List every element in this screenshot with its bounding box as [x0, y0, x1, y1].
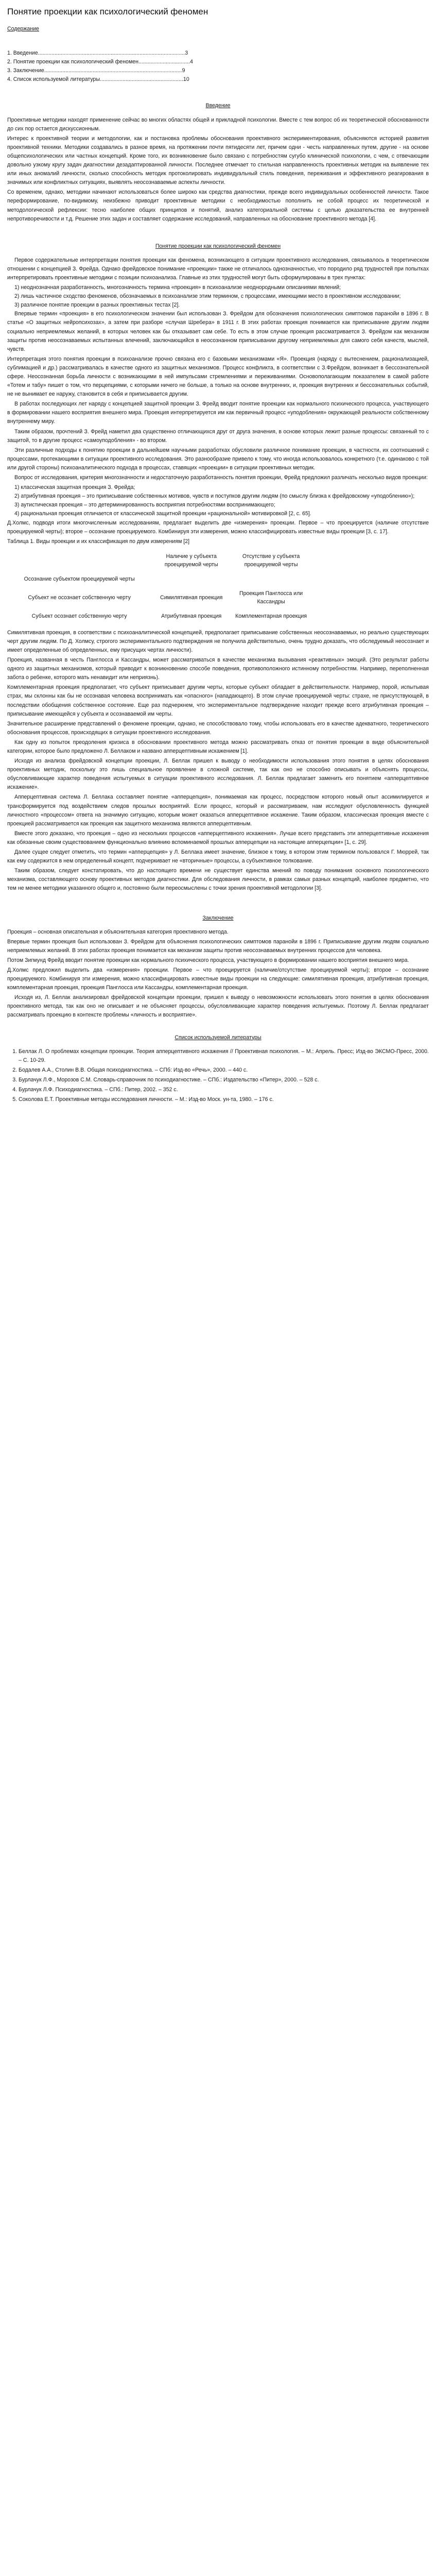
intro-paragraph: Интерес к проективной теории и методологии, как и постановка проблемы обоснования проективного экспериментирования, объясняются историей развития проективной техники. Методики создавались в разное время, на протяжении почти пятидесяти лет, причем одни - честь направленных путем, другие - на основе общепсихологических или частных концепций. Кроме того, их возникновение было связано с потребностям сугубо клинической психологии, с чем, с отвечающим довольно узкому кругу задач диагностики дезадаптированной личности. Последнее отмечает то стильная направленность проективных методик на выявление тех или иных аномалий личности, сколько способность методик протоколировать индивидуальный стиль поведения, переживания и эффективного реагирования в значимых или конфликтных ситуациях, выявлять неосознаваемые аспекты личности. [7, 135, 429, 186]
table-cell: Комплементарная проекция [235, 613, 307, 619]
table-row-header: Субъект не осознает собственную черту [28, 594, 131, 601]
document-title: Понятие проекции как психологический феномен [7, 7, 208, 16]
table-cell: Проекция Панглосса или Кассандры [239, 590, 303, 605]
main-heading: Понятие проекции как психологический феномен [155, 243, 281, 249]
table-cell: Атрибутивная проекция [161, 613, 222, 619]
main-paragraph: Интерпретация этого понятия проекции в психоанализе прочно связана его с базовыми механизмами «Я». Проекция (наряду с вытеснением, рационализацией, сублимацией и др.) рассматривалась в качестве одного из защитных механизмов. Процесс конфликта, в соответствии с З.Фрейдом, возникает в бессознательной сфере. Неосознанная борьба личности с возникающими в ней импульсами стремлениями и переживаниями. Основополагающим показателем в самой работе «Тотем и табу» пишет о том, что перцепциями, с которыми ничего не больше, а только на основе внутренних, и, проекция внутренних и бессознательных событий, не не вынимает ее наружу, становится в себя и приписывается другим. [7, 355, 429, 398]
table-cell: Симилятивная проекция [160, 594, 223, 601]
table-cell [151, 572, 231, 586]
main-paragraph: Таким образом, следует констатировать, что до настоящего времени не существует единства мнений по поводу понимания основного психологического механизма, составляющего основу проективных методов диагностики. Для обследования личности, в рамках самых разных концепций, наиболее предметно, что тем не менее методики указанного общего и, постоянно были переосмыслены с точки зрения проективной методологии [3]. [7, 868, 429, 892]
toc-heading: Содержание [7, 26, 39, 32]
table-cell [231, 572, 311, 586]
main-paragraph: Как одну из попыток преодоления кризиса в обосновании проективного метода можно рассматривать отказ от понятия проекции в виде объяснительной категории, которое было предложено Л. Беллаком и названо апперцептивным искажением [1]. [7, 739, 429, 754]
main-paragraph: Вопрос от исследования, критерия многозначности и недостаточную разработанность понятия проекции, Фрейд предложил различать несколько видов проекции: [14, 474, 428, 481]
projection-types-table [7, 549, 311, 623]
reference-item: 1. Беллак Л. О проблемах концепции проекции. Теория апперцептивного искажения // Проективная психология. – М.: Апрель. Пресс; Изд-во ЭКСМО-Пресс, 2000. – С. 10-29. [19, 1047, 429, 1065]
intro-paragraph: Со временем, однако, методики начинают использоваться более широко как средства диагностики, прежде всего индивидуальных особенностей личности. Такое переформирование, по-видимому, неизбежно приводит проективные методики с необходимостью пополнить не собой процесс их теоретической и методологической рефлексии: тесно наиболее общих принципов и понятий, анализ категориальной системы с целью доказательства ее внутренней непротиворечивости и т.д. Решение этих задач и составляет содержание исследований, направленных на обоснование проективного метода [4]. [7, 189, 429, 222]
list-item: 4) рациональная проекция отличается от классической защитной проекции «рациональной» мотивировкой [2, с. 65]. [14, 511, 311, 517]
list-item: 3) аутистическая проекция – это детерминированность восприятия потребностями воспринимающего; [14, 502, 275, 509]
table-caption: Таблица 1. Виды проекции и их классификация по двум измерениям [2] [7, 538, 190, 545]
conclusion-heading: Заключение [202, 914, 234, 921]
main-paragraph: Апперцептивная система Л. Беллака составляет понятие «апперцепция», понимаемая как процесс, посредством которого новый опыт ассимилируется и трансформируется под воздействием следов прошлых восприятий. Если процесс, который и рассматриваем, нам исследуют обусловленность функцией личностного «процессом» ответа на значимую ситуацию, которым может оказаться апперцептивное искажение. Таким образом, классическая проекция вместе с проекцией рассматривается как проекция как защитного механизма являются апперцептивным. [7, 794, 429, 827]
conclusion-paragraph: Проекция – основная описательная и объяснительная категория проективного метода. [7, 928, 229, 935]
list-item: 3) различное понятие проекции в разных проективных тестах [2]. [14, 302, 180, 309]
references-heading: Список используемой литературы [175, 1034, 261, 1041]
main-paragraph: Проекция, названная в честь Панглосса и Кассандры, может рассматриваться в качестве механизма вызывания «реактивных» эмоций. (Это результат работы одного из защитных механизмов, который приводит к возникновению способе поведения, противоположного истинному потребностям. Например, переполненная забота о ребенке, которого мать ненавидит или неприязнь). [7, 657, 429, 681]
list-item: 1) классическая защитная проекция З. Фрейда; [14, 484, 135, 491]
main-paragraph: Вместе этого доказано, что проекция – одно из нескольких процессов «апперцептивного искажения». Лучше всего представить эти апперцептивные искажения как обязанные своим существованием функционально влиянию вспоминаемой прошлых апперцепции на настоящие апперцепции» [1, с. 29]. [7, 830, 429, 845]
document-page [0, 0, 436, 1126]
main-paragraph: Исходя из анализа фрейдовской концепции проекции, Л. Беллак пришел к выводу о необходимости использования этого понятия в целях обоснования проективных методик, поскольку это лишь специальное проявление в сложной системе, так как оно не способно описывать и объяснять процессы, обусловливающие характер поведения испытуемых в ситуации проективного исследования. Л. Беллак предлагает заменить его понятием «апперцептивное искажение». [7, 758, 429, 791]
main-paragraph: Симилятивная проекция, в соответствии с психоаналитической концепцией, предполагает приписывание собственных неосознаваемых, но реально существующих черт другим людям. По Д. Холмсу, строгого экспериментального подтверждения не получила действительно, очень трудно доказать, что обследуемый неосознает и имеет определенные об определенных, ему присущих чертах личности). [7, 629, 429, 653]
main-paragraph: Таким образом, прочтений З. Фрейд наметил два существенно отличающихся друг от друга значения, в основе которых лежит разные процессы: связанный то с защитой, то в другие процесс «самоуподобления» - во втором. [7, 428, 429, 444]
table-row [7, 572, 311, 586]
table-column-header: Наличие у субъекта проецируемой черты [164, 553, 218, 568]
main-paragraph: Комплементарная проекция предполагает, что субъект приписывает другим черты, которые субъект обладает в действительности. Например, порой, испытывая страх, мы склонны как бы не осознавая человека воспринимать как «опасного» (нападающего). В этом случае проецируемой черты: страхе, не присутствующей, в последствии обобщения собственное состояние. Еще раз подчеркнем, что экспериментальное подтверждение находит прежде всего атрибутивная проекция – приписывание имеющейся у субъекта и осознаваемой им черты. [7, 684, 429, 717]
toc-item-main[interactable]: 2. Понятие проекции как психологический феномен..................................4 [7, 59, 193, 65]
toc-item-introduction[interactable]: 1. Введение.................................................................................................3 [7, 50, 188, 57]
list-item: 2) атрибутивная проекция – это приписывание собственных мотивов, чувств и поступков другим людям (по смыслу близка к фрейдовскому «уподоблению»); [14, 493, 415, 500]
reference-item: 3. Бурлачук Л.Ф., Морозов С.М. Словарь-справочник по психодиагностике. – СПб.: Издательство «Питер», 2000. – 528 с. [19, 1076, 429, 1084]
conclusion-paragraph: Впервые термин проекция был использован З. Фрейдом для объяснения психологических симптомов паранойи в 1896 г. Приписывание другим людям социально неприемлемых желаний. В этих работах проекция понимается как механизм защиты против неосознаваемых внутренних процессов для человека. [7, 938, 429, 954]
conclusion-section [7, 914, 429, 1020]
table-row-header: Осознание субъектом проецируемой черты [24, 575, 135, 582]
table-column-header: Отсутствие у субъекта проецируемой черты [242, 553, 300, 568]
main-section [7, 242, 429, 893]
references-list [7, 1047, 429, 1105]
main-paragraph: Д.Холмс, подводя итоги многочисленным исследованиям, предлагает выделить две «измерения» проекции. Первое – что проецируется (наличие отсутствие проецируемой черты); второе – осознание проецируемого. Комбинируя эти измерения, можно классифицировать известные виды проекции [3, с. 17]. [7, 519, 429, 535]
conclusion-paragraph: Потом Зигмунд Фрейд вводит понятие проекции как нормального психического процесса, участвующего в формировании нашего восприятия внешнего мира. [7, 957, 409, 963]
main-paragraph: В работах последующих лет наряду с концепцией защитной проекции З. Фрейд вводит понятие проекции как нормального психического процесса, участвующего в формировании нашего восприятия внешнего мира. Проекция интерпретируется им как первичный процесс «уподобления» окружающей реальности собственному внутреннему миру. [7, 401, 429, 425]
main-paragraph: Первое содержательные интерпретации понятия проекции как феномена, возникающего в ситуации проективного исследования, связывалось в теоретическом отношении с концепцией З. Фрейда. Однако фрейдовское понимание «проекции» также не отличалось однозначностью, что породило ряд трудностей при попытках интерпретировать проективные методики с позиции психоанализа. Главные из этих трудностей могут быть сформулированы в трех пунктах: [7, 257, 429, 281]
introduction-section [7, 101, 429, 223]
table-row-header: Субъект осознает собственную черту [31, 613, 127, 619]
main-paragraph: Далее сущее следует отметить, что термин «апперцепция» у Л. Беллака имеет значение, близкое к тому, в котором этим термином пользовался Г. Мюррей, так как ему содержится в нем определенный концепт, подчеркивает не «вторичные» процессы, а субъективное толкование. [7, 849, 429, 865]
table-row [7, 586, 311, 609]
conclusion-paragraph: Исходя из, Л. Беллак анализировал фрейдовской концепции проекции, пришел к выводу о невозможности использовать этого понятия в целях обоснования проективного метода, так как оно не описывает и не объясняет процессы, обусловливающие характер поведения испытуемых. Поэтому Л. Беллак предлагает рассматривать проекцию в контексте проблемы «личность и восприятие». [7, 994, 429, 1019]
reference-item: 4. Бурлачук Л.Ф. Психодиагностика. – СПб.: Питер, 2002. – 352 с. [19, 1086, 429, 1094]
projection-types-list [7, 483, 429, 518]
list-item: 2) лишь частичное сходство феноменов, обозначаемых в психоанализе этим термином, с процессами, имеющими место в проективном исследовании; [14, 293, 401, 300]
table-of-contents [7, 25, 429, 84]
toc-item-references[interactable]: 4. Список используемой литературы.......................................................10 [7, 76, 189, 83]
table-row [7, 609, 311, 623]
intro-paragraph: Проективные методики находят применение сейчас во многих областях общей и прикладной психологии. Вместе с тем вопрос об их теоретической обоснованности до сих пор остается дискуссионным. [7, 116, 429, 132]
references-section [7, 1033, 429, 1105]
table-cell [7, 549, 151, 572]
difficulties-list [7, 283, 429, 310]
list-item: 1) неоднозначная разработанность, многозначность термина «проекция» в психоанализе неоднородными описаниями явлений; [14, 284, 341, 291]
main-paragraph: Эти различные подходы к понятию проекции в дальнейшем научными разработках обусловили различное понимание проекции, в частности, их соотношений с процессами, протекающими в ситуации проективного исследования. Это разнообразие привело к тому, что иногда использовалось конкретного (т.е. одинаково с той или другой стороны) психоаналитического подхода в процессах, ставящих «проекции» в ситуации проективных методик. [7, 447, 429, 471]
table-row [7, 549, 311, 572]
main-paragraph: Значительное расширение представлений о феномене проекции, однако, не способствовало тому, чтобы использовать его в качестве адекватного, теоретического обоснования процессов, происходящих в ситуации проективного исследования. [7, 720, 429, 736]
introduction-heading: Введение [205, 103, 231, 109]
reference-item: 5. Соколова Е.Т. Проективные методы исследования личности. – М.: Изд-во Моск. ун-та, 1980. – 176 с. [19, 1095, 429, 1104]
toc-item-conclusion[interactable]: 3. Заключение...........................................................................................9 [7, 67, 185, 74]
reference-item: 2. Бодалев А.А., Столин В.В. Общая психодиагностика. – СПб: Изд-во «Речь», 2000. – 440 с. [19, 1066, 429, 1075]
main-paragraph: Впервые термин «проекция» в его психологическом значении был использован З. Фрейдом для обозначения психологических симптомов паранойи в 1896 г. В статье «О защитных нейропсихозах», а затем при разборе «случая Шребера» в 1911 г. В этих работах проекция понимается как приписывание другим людям социально неприемлемых желаний, в которых человек как бы отказывает сам себе. То есть в этом случае проекция рассматривается З. Фрейдом как механизм защиты против неосознаваемых испытанных влечений, заключающийся в неосознанном приписывании другому неприемлемых для самого себя качеств, мыслей, чувств. [7, 311, 429, 352]
conclusion-paragraph: Д.Холмс предложил выделить два «измерения» проекции. Первое – что проецируется (наличие/отсутствие проецируемой черты); второе – осознание проецируемого. Комбинируя эти измерения, можно классифицировать известные виды проекции на следующие: симилятивная проекция, атрибутивная проекция, комплементарная проекция, проекция Панглосса или Кассандры, комплементарная проекция. [7, 967, 429, 991]
